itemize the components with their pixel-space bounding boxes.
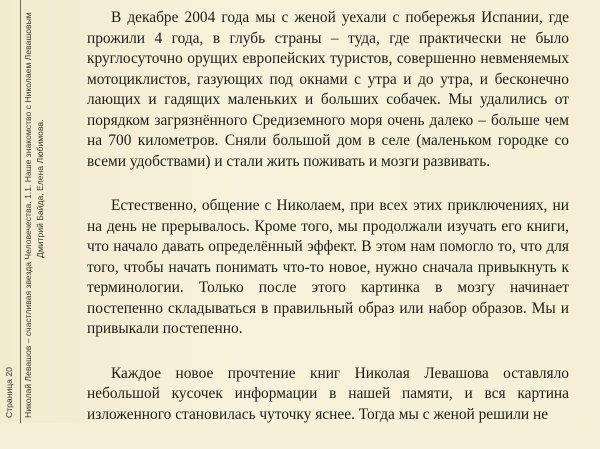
margin-rule bbox=[20, 0, 21, 423]
margin-notes bbox=[0, 0, 66, 423]
body-text bbox=[87, 8, 569, 449]
paragraph-1: В декабре 2004 года мы с женой уехали с побережья Испании, где прожили 4 года, в глубь страны – туда, где практически не было круглосуточно орущих европейских туристов, совершенно невменяемых мотоциклистов, газующих под окнами с утра и до утра, и бесконечно лающих и гадящих маленьких и больших собачек. Мы удалились от порядком загрязнённого Средиземного моря очень далеко – больше чем на 700 километров. Сняли большой дом в селе (маленьком городке со всеми удобствами) и стали жить поживать и мозги развивать. bbox=[87, 9, 569, 170]
paragraph-3: Каждое новое прочтение книг Николая Левашова оставляло небольшой кусочек информации в нашей памяти, и вся картина изложенного становилась чуточку яснее. Тогда мы с женой решили не bbox=[87, 364, 569, 423]
paragraph-2: Естественно, общение с Николаем, при всех этих приключениях, ни на день не прерывалось. Кроме того, мы продолжали изучать его книги, что начало давать определённый эффект. В этом нам помогло то, что для того, чтобы начать понимать что-то новое, нужно сначала привыкнуть к терминологии. Только после этого картинка в мозгу начинает постепенно складываться в правильный образ или набор образов. Мы и привыкали постепенно. bbox=[87, 197, 569, 337]
page-number: Страница 20 bbox=[4, 367, 14, 418]
book-title-line: Николай Левашов – счастливая звезда Человечества. 1.1. Наше знакомство с Николаем Левашовым bbox=[23, 12, 33, 418]
authors-line: Дмитрий Байда, Елена Любимова. bbox=[35, 119, 45, 258]
